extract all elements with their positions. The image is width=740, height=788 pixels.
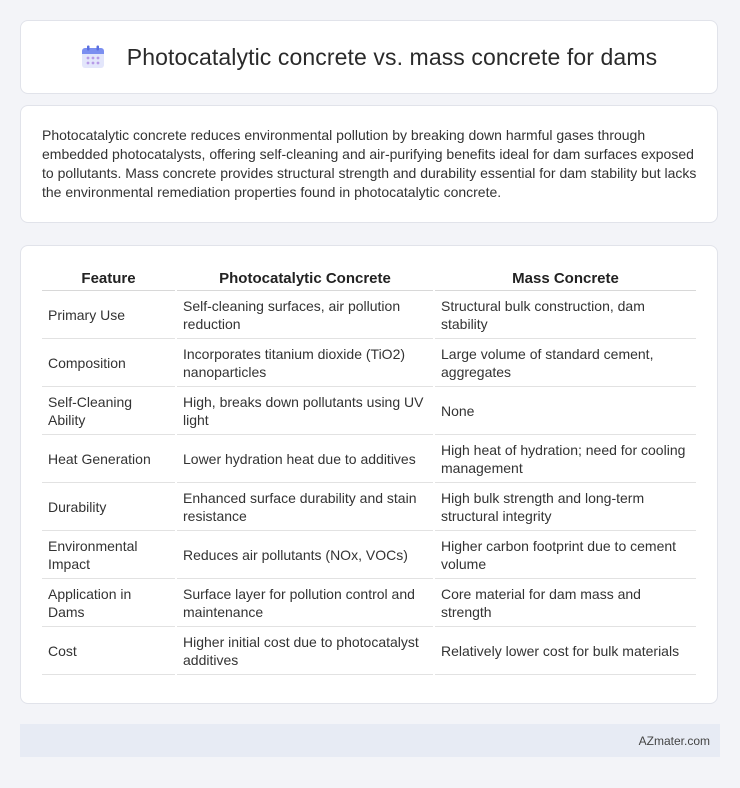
row-photocatalytic: High, breaks down pollutants using UV light [177, 387, 433, 435]
row-mass: Structural bulk construction, dam stability [435, 291, 696, 339]
row-feature: Environmental Impact [42, 531, 175, 579]
row-mass: Higher carbon footprint due to cement volume [435, 531, 696, 579]
row-feature: Primary Use [42, 291, 175, 339]
footer-brand-link[interactable]: AZmater.com [638, 733, 710, 748]
table-row [42, 387, 696, 435]
table-row [42, 483, 696, 531]
row-mass: None [435, 387, 696, 435]
table-header-row [42, 266, 696, 291]
header-feature: Feature [42, 266, 175, 291]
table-row [42, 339, 696, 387]
row-mass: Large volume of standard cement, aggregates [435, 339, 696, 387]
table-row [42, 531, 696, 579]
table-row [42, 579, 696, 627]
row-photocatalytic: Higher initial cost due to photocatalyst additives [177, 627, 433, 675]
table-row [42, 291, 696, 339]
page-title: Photocatalytic concrete vs. mass concrete for dams [126, 43, 658, 70]
row-mass: High heat of hydration; need for cooling management [435, 435, 696, 483]
row-photocatalytic: Enhanced surface durability and stain resistance [177, 483, 433, 531]
header-photocatalytic: Photocatalytic Concrete [177, 266, 433, 291]
row-mass: Core material for dam mass and strength [435, 579, 696, 627]
row-feature: Composition [42, 339, 175, 387]
comparison-table [40, 266, 698, 675]
row-photocatalytic: Surface layer for pollution control and maintenance [177, 579, 433, 627]
row-photocatalytic: Incorporates titanium dioxide (TiO2) nanoparticles [177, 339, 433, 387]
summary-text: Photocatalytic concrete reduces environmental pollution by breaking down harmful gases through embedded photocatalysts, offering self-cleaning and air-purifying benefits ideal for dam surfaces exposed to pollutants. Mass concrete provides structural strength and durability essential for dam stability but lacks the environmental remediation properties found in photocatalytic concrete. [42, 127, 697, 200]
row-feature: Cost [42, 627, 175, 675]
row-mass: High bulk strength and long-term structural integrity [435, 483, 696, 531]
row-feature: Heat Generation [42, 435, 175, 483]
summary-card [20, 105, 718, 223]
row-feature: Durability [42, 483, 175, 531]
row-photocatalytic: Reduces air pollutants (NOx, VOCs) [177, 531, 433, 579]
row-mass: Relatively lower cost for bulk materials [435, 627, 696, 675]
table-row [42, 435, 696, 483]
row-feature: Application in Dams [42, 579, 175, 627]
footer [20, 724, 720, 757]
comparison-table-card [20, 245, 718, 704]
row-photocatalytic: Lower hydration heat due to additives [177, 435, 433, 483]
table-row [42, 627, 696, 675]
header-mass: Mass Concrete [435, 266, 696, 291]
row-feature: Self-Cleaning Ability [42, 387, 175, 435]
title-card [20, 20, 718, 94]
calendar-icon [81, 45, 105, 69]
row-photocatalytic: Self-cleaning surfaces, air pollution reduction [177, 291, 433, 339]
